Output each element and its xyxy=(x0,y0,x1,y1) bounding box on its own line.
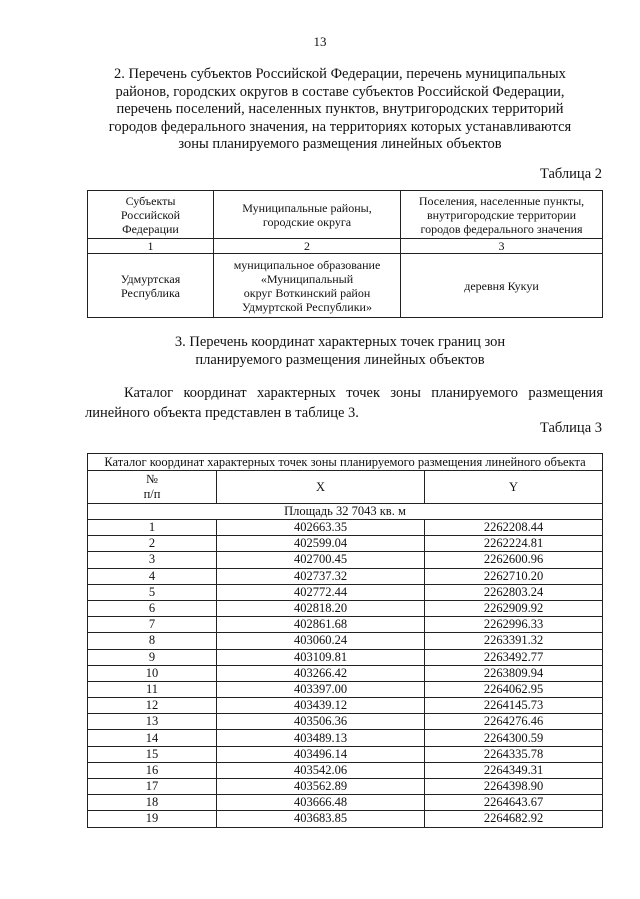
table-title: Каталог координат характерных точек зоны планируемого размещения линейного объекта xyxy=(88,454,603,471)
point-number: 9 xyxy=(88,649,217,665)
column-number-row xyxy=(88,239,603,254)
point-number: 17 xyxy=(88,779,217,795)
table-2-caption: Таблица 2 xyxy=(539,166,602,182)
paragraph-line: линейного объекта представлен в таблице 3. xyxy=(85,405,359,421)
column-number: 2 xyxy=(214,239,401,254)
page-number: 13 xyxy=(313,34,327,49)
table-header-row xyxy=(88,191,603,239)
table-row xyxy=(88,568,603,584)
coord-x: 402772.44 xyxy=(217,584,425,600)
catalog-paragraph xyxy=(85,383,603,423)
coord-x: 403683.85 xyxy=(217,811,425,827)
coord-y: 2264398.90 xyxy=(425,779,603,795)
table-row xyxy=(88,714,603,730)
coord-y: 2264682.92 xyxy=(425,811,603,827)
section-2-heading-line: городов федерального значения, на территориях которых устанавливаются xyxy=(108,118,572,135)
coord-y: 2264349.31 xyxy=(425,762,603,778)
area-label: Площадь 32 7043 кв. м xyxy=(88,504,603,520)
column-number: 3 xyxy=(401,239,603,254)
cell-text: «Муниципальный xyxy=(260,271,354,286)
coord-y: 2264643.67 xyxy=(425,795,603,811)
coord-y: 2262803.24 xyxy=(425,584,603,600)
coord-x: 402599.04 xyxy=(217,536,425,552)
subjects-table xyxy=(87,190,603,318)
point-number: 13 xyxy=(88,714,217,730)
cell-text: деревня Кукуи xyxy=(464,278,539,293)
table-row xyxy=(88,730,603,746)
table-row xyxy=(88,649,603,665)
table-row xyxy=(88,811,603,827)
table-row xyxy=(88,520,603,536)
section-2-heading-line: районов, городских округов в составе субъектов Российской Федерации, xyxy=(115,83,565,100)
cell-text: округ Воткинский район xyxy=(243,285,371,300)
table-title-row xyxy=(88,454,603,471)
table-row xyxy=(88,584,603,600)
point-number: 19 xyxy=(88,811,217,827)
coord-y: 2264062.95 xyxy=(425,681,603,697)
coord-y: 2263391.32 xyxy=(425,633,603,649)
header-text: № xyxy=(146,472,158,486)
header-text: Муниципальные районы, xyxy=(242,200,372,215)
table-row xyxy=(88,779,603,795)
coord-x: 403506.36 xyxy=(217,714,425,730)
table-header-row xyxy=(88,471,603,504)
point-number: 5 xyxy=(88,584,217,600)
cell-text: Республика xyxy=(121,285,180,300)
section-2-heading-line: перечень поселений, населенных пунктов, внутригородских территорий xyxy=(116,101,564,117)
table-row xyxy=(88,762,603,778)
coord-y: 2262909.92 xyxy=(425,600,603,616)
coordinates-table xyxy=(87,453,603,828)
cell-settlement xyxy=(401,254,603,318)
coord-y: 2262224.81 xyxy=(425,536,603,552)
table-row xyxy=(88,600,603,616)
header-x: X xyxy=(217,471,425,504)
cell-text: муниципальное образование xyxy=(233,257,381,272)
header-subjects xyxy=(88,191,214,239)
point-number: 4 xyxy=(88,568,217,584)
coord-x: 402663.35 xyxy=(217,520,425,536)
section-2-heading-line: зоны планируемого размещения линейных объектов xyxy=(178,136,502,152)
table-3-caption: Таблица 3 xyxy=(539,420,602,436)
coord-y: 2262710.20 xyxy=(425,568,603,584)
header-settlements xyxy=(401,191,603,239)
coord-y: 2262208.44 xyxy=(425,520,603,536)
header-text: Поселения, населенные пункты, xyxy=(418,193,585,208)
header-text: Федерации xyxy=(122,221,179,236)
point-number: 18 xyxy=(88,795,217,811)
coordinate-rows xyxy=(88,520,603,828)
table-row xyxy=(88,254,603,318)
cell-municipality xyxy=(214,254,401,318)
paragraph-line: Каталог координат характерных точек зоны планируемого размещения xyxy=(124,385,603,401)
point-number: 1 xyxy=(88,520,217,536)
coord-x: 403562.89 xyxy=(217,779,425,795)
coord-y: 2262996.33 xyxy=(425,617,603,633)
section-3-heading-line: планируемого размещения линейных объектов xyxy=(195,351,485,368)
header-text: п/п xyxy=(143,487,161,501)
point-number: 10 xyxy=(88,665,217,681)
table-row xyxy=(88,633,603,649)
coord-y: 2264145.73 xyxy=(425,698,603,714)
header-municipal-districts xyxy=(214,191,401,239)
point-number: 7 xyxy=(88,617,217,633)
section-3-heading xyxy=(80,334,600,369)
header-number xyxy=(88,471,217,504)
cell-subject xyxy=(88,254,214,318)
coord-y: 2263492.77 xyxy=(425,649,603,665)
coord-y: 2264300.59 xyxy=(425,730,603,746)
coord-y: 2264276.46 xyxy=(425,714,603,730)
column-number: 1 xyxy=(88,239,214,254)
header-text: внутригородские территории xyxy=(426,207,577,222)
coord-x: 402861.68 xyxy=(217,617,425,633)
coord-x: 403266.42 xyxy=(217,665,425,681)
table-row xyxy=(88,552,603,568)
cell-text: Удмуртская xyxy=(120,271,181,286)
coord-y: 2263809.94 xyxy=(425,665,603,681)
coord-y: 2262600.96 xyxy=(425,552,603,568)
table-row xyxy=(88,536,603,552)
point-number: 14 xyxy=(88,730,217,746)
header-text: Российской xyxy=(120,207,181,222)
table-row xyxy=(88,681,603,697)
section-2-heading-line: 2. Перечень субъектов Российской Федерации, перечень муниципальных xyxy=(114,66,566,82)
coord-x: 403542.06 xyxy=(217,762,425,778)
coord-x: 403397.00 xyxy=(217,681,425,697)
point-number: 12 xyxy=(88,698,217,714)
header-text: городские округа xyxy=(262,214,352,229)
table-row xyxy=(88,746,603,762)
coord-x: 403489.13 xyxy=(217,730,425,746)
table-row xyxy=(88,795,603,811)
table-row xyxy=(88,698,603,714)
coord-x: 403496.14 xyxy=(217,746,425,762)
point-number: 3 xyxy=(88,552,217,568)
coord-x: 402700.45 xyxy=(217,552,425,568)
section-3-heading-line: 3. Перечень координат характерных точек границ зон xyxy=(174,334,506,350)
cell-text: Удмуртской Республики» xyxy=(242,299,372,314)
point-number: 16 xyxy=(88,762,217,778)
coord-y: 2264335.78 xyxy=(425,746,603,762)
coord-x: 403060.24 xyxy=(217,633,425,649)
coord-x: 402818.20 xyxy=(217,600,425,616)
coord-x: 402737.32 xyxy=(217,568,425,584)
header-y: Y xyxy=(425,471,603,504)
area-row xyxy=(88,504,603,520)
table-row xyxy=(88,665,603,681)
point-number: 2 xyxy=(88,536,217,552)
header-text: Субъекты xyxy=(125,193,176,208)
table-row xyxy=(88,617,603,633)
point-number: 6 xyxy=(88,600,217,616)
coord-x: 403666.48 xyxy=(217,795,425,811)
point-number: 8 xyxy=(88,633,217,649)
header-text: городов федерального значения xyxy=(420,221,583,236)
point-number: 15 xyxy=(88,746,217,762)
coord-x: 403439.12 xyxy=(217,698,425,714)
section-2-heading xyxy=(80,66,600,154)
point-number: 11 xyxy=(88,681,217,697)
coord-x: 403109.81 xyxy=(217,649,425,665)
